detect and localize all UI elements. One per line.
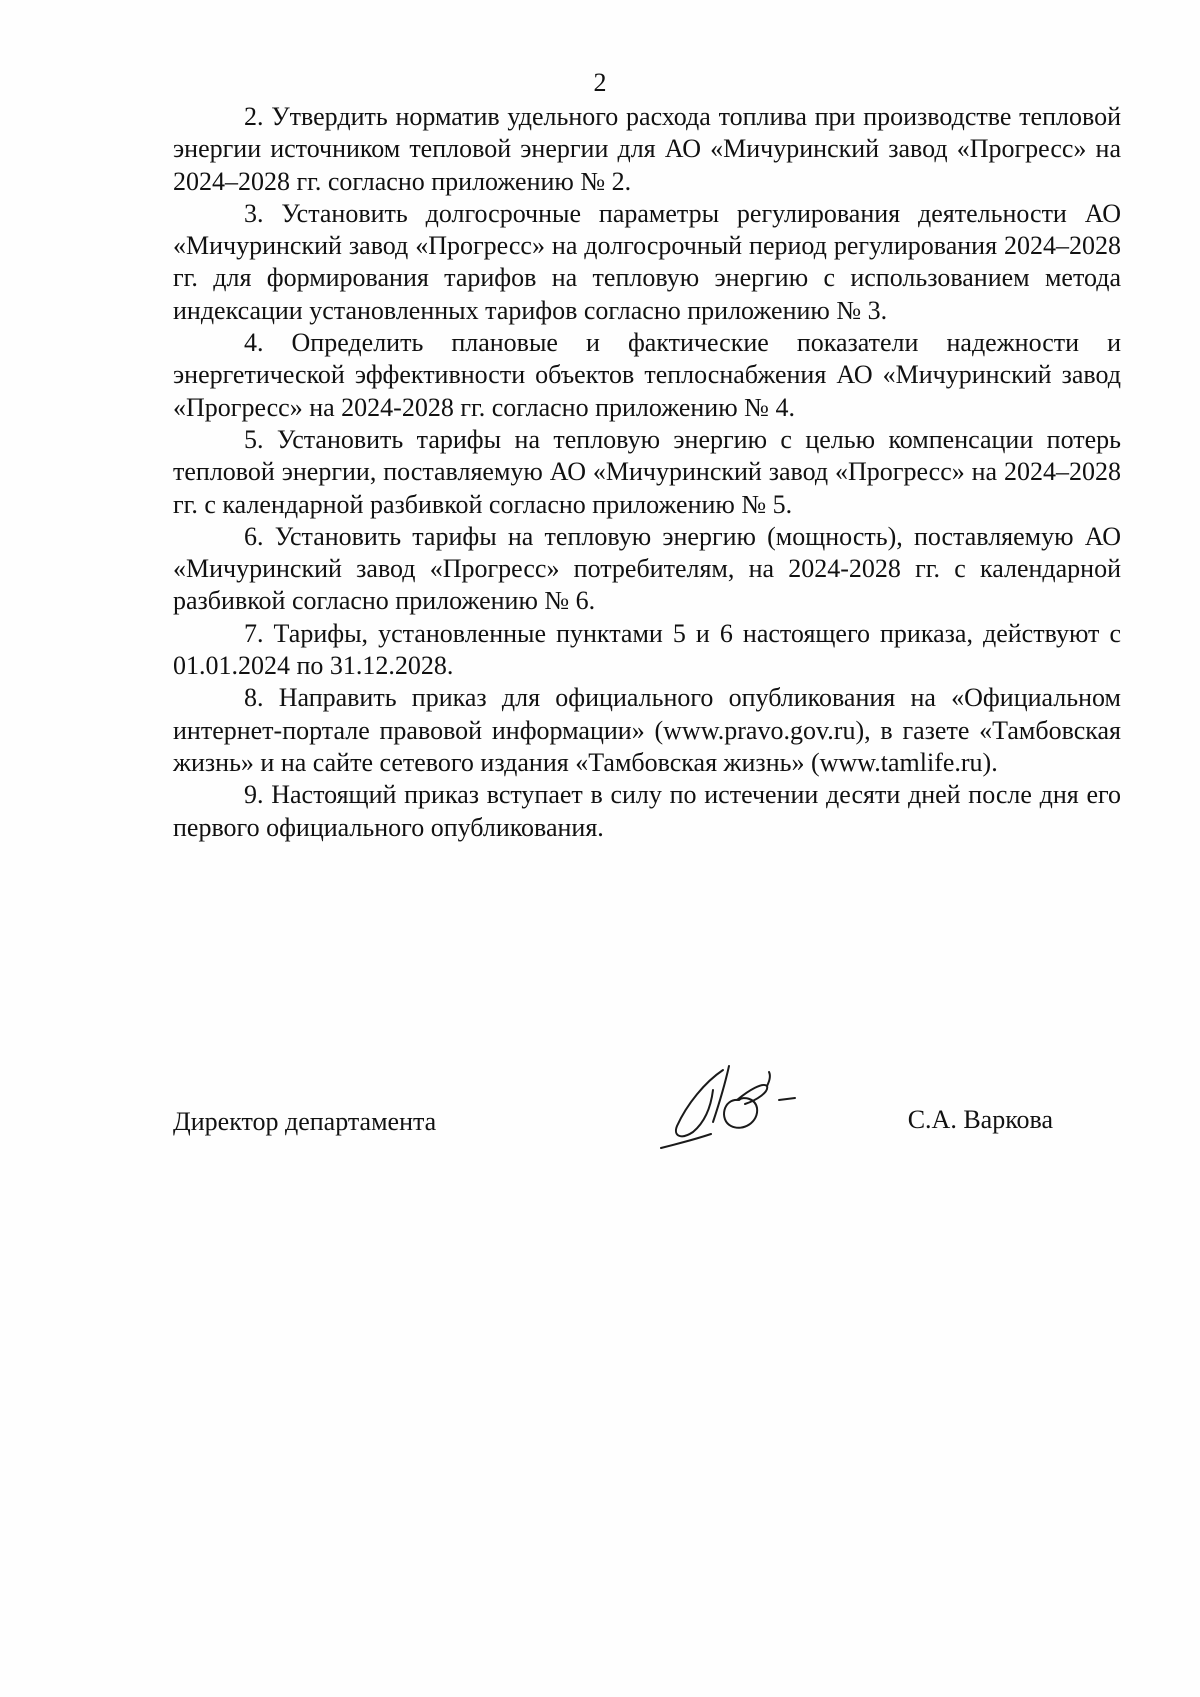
page-number: 2: [593, 68, 607, 97]
paragraph-item-4: 4. Определить плановые и фактические показатели надежности и энергетической эффективности объектов теплоснабжения АО «Мичуринский завод «Прогресс» на 2024-2028 гг. согласно приложению № 4.: [173, 328, 1121, 422]
document-body: [173, 101, 1121, 844]
signature-block: [173, 1080, 1121, 1150]
paragraph-item-8: 8. Направить приказ для официального опубликования на «Официальном интернет-портале правовой информации» (www.pravo.gov.ru), в газете «Тамбовская жизнь» и на сайте сетевого издания «Тамбовская жизнь» (www.tamlife.ru).: [173, 683, 1121, 777]
paragraph-item-9: 9. Настоящий приказ вступает в силу по истечении десяти дней после дня его первого официального опубликования.: [173, 780, 1121, 842]
paragraph-item-2: 2. Утвердить норматив удельного расхода топлива при производстве тепловой энергии источником тепловой энергии для АО «Мичуринский завод «Прогресс» на 2024–2028 гг. согласно приложению № 2.: [173, 102, 1121, 196]
signatory-title: Директор департамента: [173, 1107, 437, 1136]
paragraph-item-5: 5. Установить тарифы на тепловую энергию с целью компенсации потерь тепловой энергии, поставляемую АО «Мичуринский завод «Прогресс» на 2024–2028 гг. с календарной разбивкой согласно приложению № 5.: [173, 424, 1121, 519]
paragraph-item-7: 7. Тарифы, установленные пунктами 5 и 6 настоящего приказа, действуют с 01.01.2024 по 31.12.2028.: [173, 618, 1121, 681]
paragraph-item-3: 3. Установить долгосрочные параметры регулирования деятельности АО «Мичуринский завод «Прогресс» на долгосрочный период регулирования 2024–2028 гг. для формирования тарифов на тепловую энергию с использованием метода индексации установленных тарифов согласно приложению № 3.: [173, 198, 1121, 325]
handwritten-signature: [653, 1060, 813, 1156]
paragraph-item-6: 6. Установить тарифы на тепловую энергию (мощность), поставляемую АО «Мичуринский завод «Прогресс» потребителям, на 2024-2028 гг. с календарной разбивкой согласно приложению № 6.: [173, 521, 1121, 616]
signatory-name: С.А. Варкова: [907, 1105, 1053, 1134]
